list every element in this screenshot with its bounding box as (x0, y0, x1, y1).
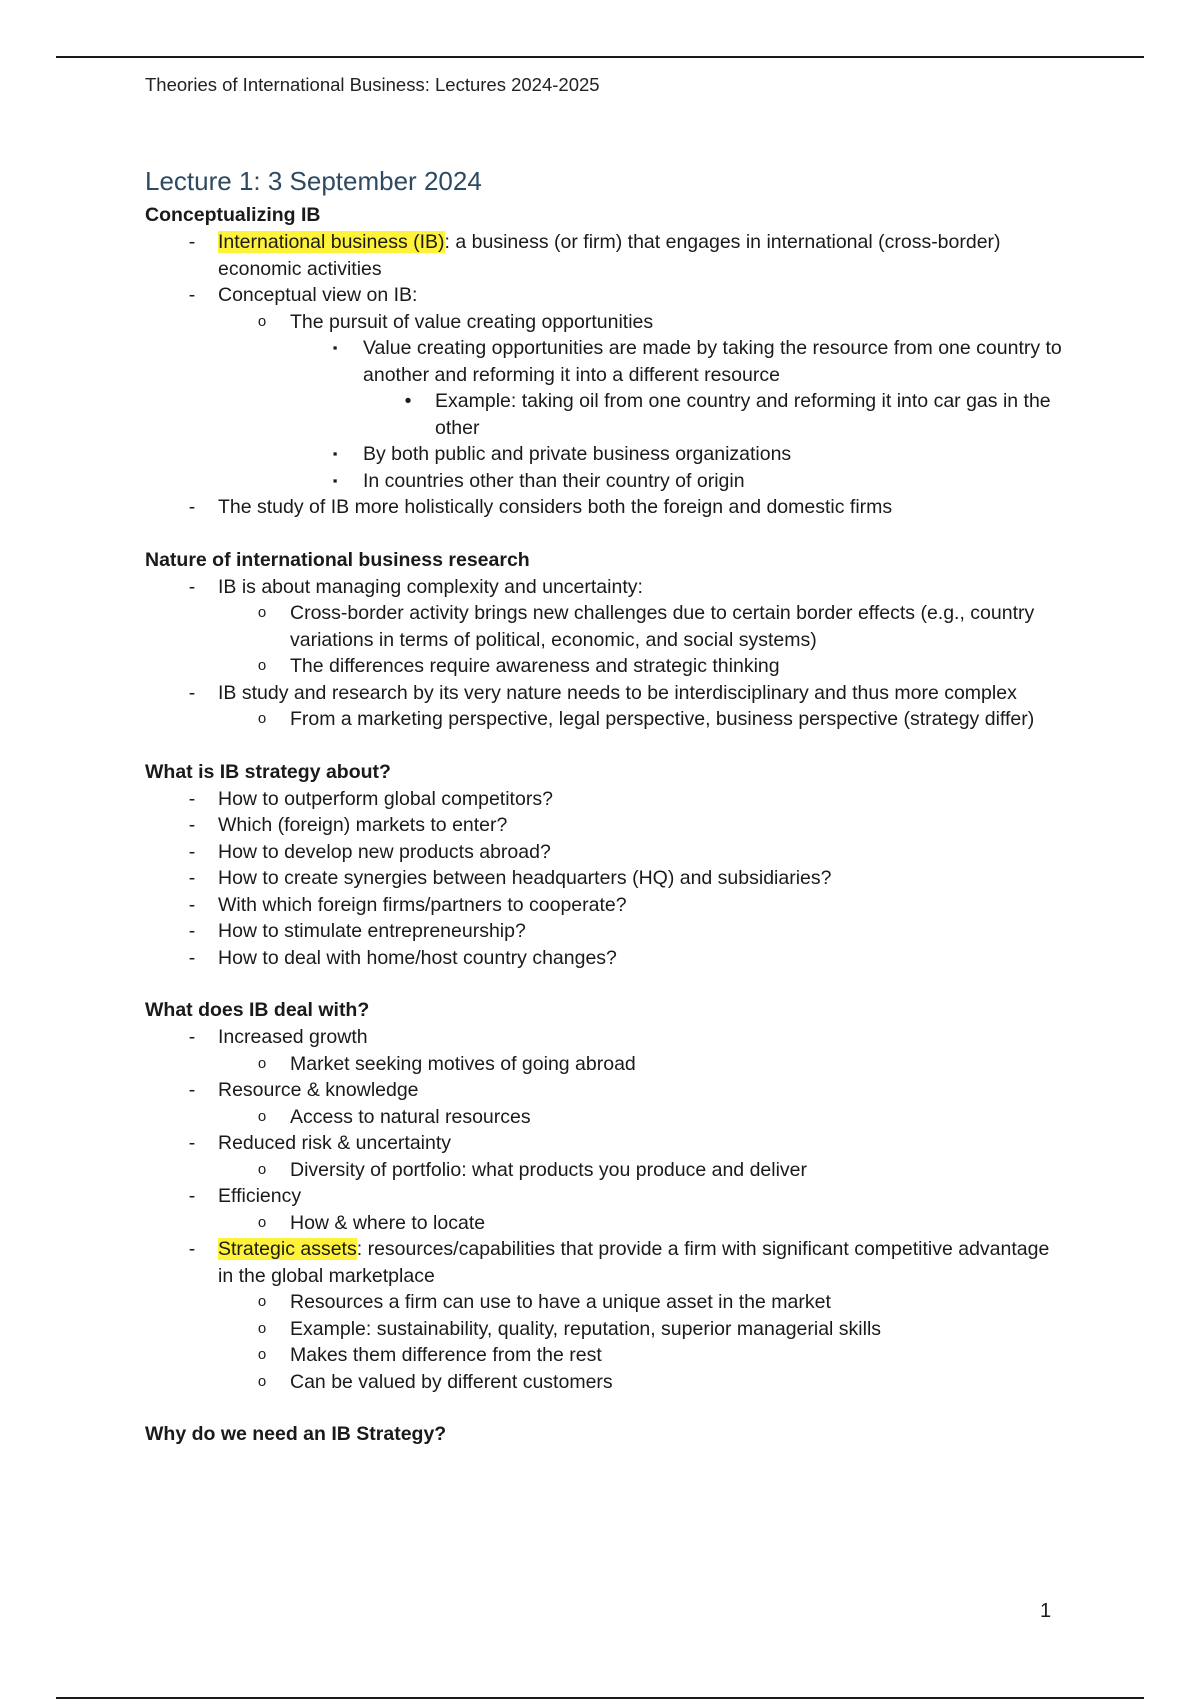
list-item-text: By both public and private business organizations (363, 443, 792, 465)
section-heading-conceptualizing: Conceptualizing IB (145, 204, 321, 226)
list-item-text: IB study and research by its very nature needs to be interdisciplinary and thus more complex (218, 681, 1017, 704)
list-item (145, 680, 1065, 707)
dash-bullet: - (188, 284, 196, 306)
circle-bullet: o (257, 1213, 267, 1231)
list-item (145, 388, 1065, 441)
list-item (145, 1051, 1065, 1078)
list-item-text: How & where to locate (290, 1211, 486, 1234)
list-item (145, 945, 1065, 972)
square-bullet: ▪ (332, 340, 338, 355)
dash-bullet: - (188, 1132, 196, 1154)
dash-bullet: - (188, 575, 196, 598)
square-bullet: ▪ (332, 472, 338, 488)
dash-bullet: - (188, 1185, 196, 1207)
list-item-text: How to deal with home/host country changes? (218, 946, 617, 969)
section-heading-deal-with: What does IB deal with? (145, 999, 370, 1021)
dash-bullet: - (188, 893, 196, 916)
circle-bullet: o (257, 312, 267, 330)
dash-bullet: - (188, 787, 196, 810)
list-item-text: The differences require awareness and strategic thinking (290, 655, 780, 677)
lecture-title: Lecture 1: 3 September 2024 (145, 166, 482, 196)
list-item-text: In countries other than their country of origin (363, 469, 745, 492)
list-item (145, 468, 1065, 495)
list-item (145, 335, 1065, 388)
list-item (145, 1289, 1065, 1316)
dash-bullet: - (188, 1238, 196, 1260)
page-number: 1 (1040, 1600, 1052, 1622)
circle-bullet: o (257, 1372, 267, 1390)
list-item-text: How to create synergies between headquarters (HQ) and subsidiaries? (218, 867, 832, 889)
list-item-text: Example: taking oil from one country and reforming it into car gas in the other (435, 390, 1051, 439)
circle-bullet: o (257, 1293, 267, 1310)
circle-bullet: o (257, 1054, 267, 1072)
list-item-text: How to develop new products abroad? (218, 840, 551, 863)
list-item-text: Makes them difference from the rest (290, 1344, 602, 1366)
dash-bullet: - (188, 1079, 196, 1101)
list-item-text: Diversity of portfolio: what products you produce and deliver (290, 1158, 808, 1181)
dot-bullet: • (404, 390, 412, 412)
dash-bullet: - (188, 1026, 196, 1048)
section-heading-why-need: Why do we need an IB Strategy? (145, 1423, 447, 1445)
circle-bullet: o (257, 657, 267, 674)
list-item (145, 1236, 1065, 1289)
list-item-text: The pursuit of value creating opportunities (290, 310, 654, 333)
dash-bullet: - (188, 946, 196, 969)
circle-bullet: o (257, 604, 267, 621)
list-item (145, 892, 1065, 919)
list-item (145, 865, 1065, 892)
list-item-text: The study of IB more holistically considers both the foreign and domestic firms (218, 496, 893, 518)
list-item-text: Value creating opportunities are made by taking the resource from one country to another and reforming it into a different resource (363, 337, 1062, 386)
page-content (145, 160, 1065, 1448)
square-bullet: ▪ (332, 446, 338, 461)
list-item (145, 786, 1065, 813)
list-item (145, 1077, 1065, 1104)
list-item-text: How to stimulate entrepreneurship? (218, 920, 526, 942)
list-item-text: Efficiency (218, 1185, 302, 1207)
list-item (145, 1210, 1065, 1237)
list-item (145, 653, 1065, 680)
section-heading-nature: Nature of international business research (145, 548, 530, 571)
list-item (145, 1316, 1065, 1343)
list-item (145, 706, 1065, 733)
list-item (145, 1104, 1065, 1131)
list-item-text: With which foreign firms/partners to cooperate? (218, 893, 627, 916)
dash-bullet: - (188, 681, 196, 704)
circle-bullet: o (257, 1319, 267, 1337)
list-item-text: Cross-border activity brings new challenges due to certain border effects (e.g., country variations in terms of political, economic, and social systems) (290, 602, 1035, 651)
list-item (145, 574, 1065, 601)
list-item (145, 918, 1065, 945)
definition-text: : a business (or firm) that engages in international (cross-border) economic activities (218, 231, 1001, 280)
highlighted-term: Strategic assets (218, 1238, 357, 1260)
document-header: Theories of International Business: Lectures 2024-2025 (145, 74, 600, 95)
list-item-text: Increased growth (218, 1026, 368, 1048)
list-item (145, 309, 1065, 336)
definition-text: : resources/capabilities that provide a firm with significant competitive advantage in the global marketplace (218, 1238, 1050, 1287)
list-item-text: Which (foreign) markets to enter? (218, 814, 508, 836)
list-item (145, 494, 1065, 521)
top-rule (56, 56, 1144, 58)
list-item (145, 600, 1065, 653)
list-item-text: Conceptual view on IB: (218, 284, 418, 306)
dash-bullet: - (188, 920, 196, 942)
list-item-text: Market seeking motives of going abroad (290, 1052, 636, 1075)
list-item-text: From a marketing perspective, legal perspective, business perspective (strategy differ) (290, 708, 1035, 730)
list-item (145, 812, 1065, 839)
list-item-text: IB is about managing complexity and uncertainty: (218, 575, 643, 598)
list-item-text: How to outperform global competitors? (218, 787, 553, 810)
circle-bullet: o (257, 1107, 267, 1125)
dash-bullet: - (188, 814, 196, 836)
list-item (145, 839, 1065, 866)
dash-bullet: - (188, 840, 196, 863)
dash-bullet: - (188, 867, 196, 889)
highlighted-term: International business (IB) (218, 231, 445, 253)
list-item (145, 441, 1065, 468)
dash-bullet: - (188, 496, 196, 518)
list-item (145, 229, 1065, 282)
list-item (145, 1342, 1065, 1369)
list-item-text: Resource & knowledge (218, 1079, 419, 1101)
list-item-text: Reduced risk & uncertainty (218, 1132, 452, 1154)
list-item (145, 1369, 1065, 1396)
list-item (145, 1024, 1065, 1051)
list-item-text: Can be valued by different customers (290, 1370, 613, 1393)
section-heading-strategy-about: What is IB strategy about? (145, 760, 391, 783)
dash-bullet: - (188, 231, 196, 253)
list-item-text: Resources a firm can use to have a unique asset in the market (290, 1291, 831, 1313)
list-item (145, 1130, 1065, 1157)
circle-bullet: o (257, 710, 267, 727)
list-item (145, 1157, 1065, 1184)
list-item (145, 282, 1065, 309)
list-item-text: Access to natural resources (290, 1105, 531, 1128)
list-item-text: Example: sustainability, quality, reputation, superior managerial skills (290, 1317, 882, 1340)
bottom-rule (56, 1697, 1144, 1699)
circle-bullet: o (257, 1346, 267, 1363)
list-item (145, 1183, 1065, 1210)
circle-bullet: o (257, 1160, 267, 1178)
